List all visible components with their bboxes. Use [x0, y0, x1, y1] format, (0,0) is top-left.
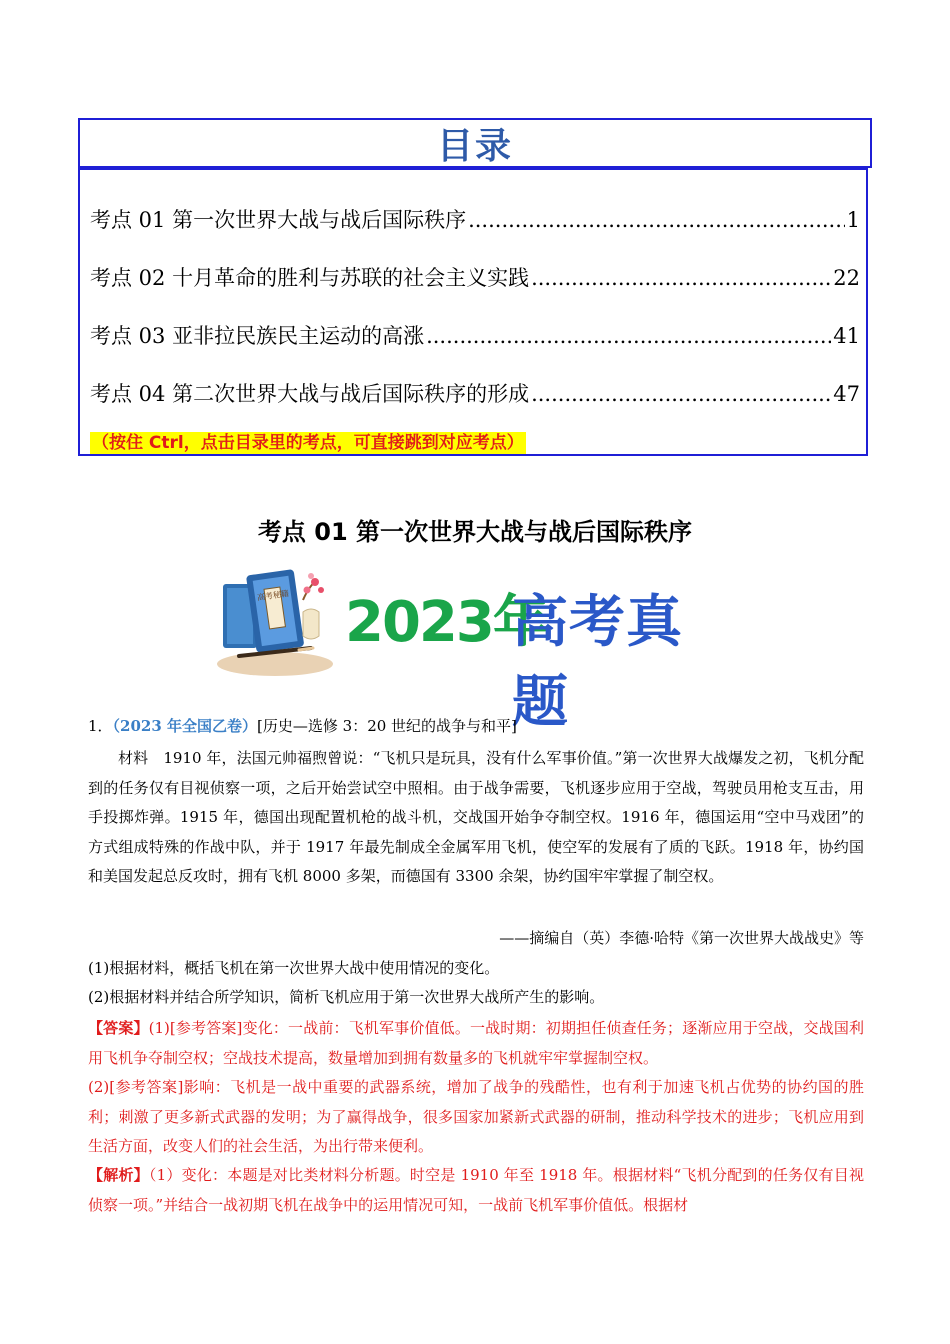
toc-item-label[interactable]: 考点 02 十月革命的胜利与苏联的社会主义实践 [90, 266, 530, 290]
analysis-tag: 【解析】 [88, 1166, 149, 1184]
question-number: 1． [88, 717, 113, 735]
toc-leader-dots [426, 324, 831, 348]
toc-page-number: 47 [833, 382, 860, 406]
material-text: 材料 1910 年，法国元帅福煦曾说：“飞机只是玩具，没有什么军事价值。”第一次世界大战爆发之初，飞机分配到的任务仅有目视侦察一项，之后开始尝试空中照相。由于战争需要，飞机逐步应用于空战，驾驶员用枪支互击，用手投掷炸弹。1915 年，德国出现配置机枪的战斗机，交战国开始争夺制空权。1916 年，德国运用“空中马戏团”的方式组成特殊的作战中队，并于 1917 年最先制成全金属军用飞机，使空军的发展有了质的飞跃。1918 年，协约国和美国发起总反攻时，拥有飞机 8000 多架，而德国有 3300 余架，协约国牢牢掌握了制空权。 [88, 749, 864, 885]
banner-year: 2023年 [345, 590, 547, 655]
question-topic: [历史—选修 3：20 世纪的战争与和平] [257, 717, 517, 735]
analysis-text: （1）变化：本题是对比类材料分析题。时空是 1910 年至 1918 年。根据材料“飞机分配到的任务仅有目视侦察一项。”并结合一战初期飞机在战争中的运用情况可知，一战前飞机军事价值低。根据材 [88, 1166, 864, 1214]
section-heading: 考点 01 第一次世界大战与战后国际秩序 [257, 518, 693, 546]
toc-leader-dots [468, 208, 845, 232]
toc-leader-dots [531, 382, 831, 406]
toc-leader-dots [531, 266, 831, 290]
toc-list [78, 168, 868, 456]
toc-title-box [78, 118, 872, 168]
books-illustration-icon [215, 560, 335, 678]
answer-tag: 【答案】 [88, 1019, 149, 1037]
toc-page-number: 41 [833, 324, 860, 348]
question-source: （2023 年全国乙卷） [112, 717, 258, 735]
toc-item-label[interactable]: 考点 03 亚非拉民族民主运动的高涨 [90, 324, 425, 348]
toc-item-1[interactable] [90, 204, 860, 234]
sub-question-1: (1)根据材料，概括飞机在第一次世界大战中使用情况的变化。 [88, 959, 500, 977]
answer-1-text: (1)[参考答案]变化：一战前：飞机军事价值低。一战时期：初期担任侦查任务；逐渐应用于空战，交战国利用飞机争夺制空权；空战技术提高，数量增加到拥有数量多的飞机就牢牢掌握制空权。 [88, 1019, 864, 1067]
toc-hint-note: （按住 Ctrl，点击目录里的考点，可直接跳到对应考点） [92, 433, 524, 453]
toc-item-label[interactable]: 考点 04 第二次世界大战与战后国际秩序的形成 [90, 382, 530, 406]
analysis [88, 1161, 864, 1220]
banner-title: 高考真题 [512, 590, 683, 735]
toc-page-number: 22 [833, 266, 860, 290]
answer-2: (2)[参考答案]影响：飞机是一战中重要的武器系统，增加了战争的残酷性，也有利于加速飞机占优势的协约国的胜利；刺激了更多新式武器的发明；为了赢得战争，很多国家加紧新式武器的研制，推动科学技术的进步；飞机应用到生活方面，改变人们的社会生活，为出行带来便利。 [88, 1078, 864, 1155]
answer-1 [88, 1014, 864, 1073]
toc-page-number: 1 [846, 208, 860, 232]
toc-item-2[interactable] [90, 262, 860, 292]
question-header [88, 716, 517, 736]
material-citation: ——摘编自（英）李德·哈特《第一次世界大战战史》等 [499, 929, 864, 947]
toc-title: 目录 [436, 125, 513, 167]
toc-item-label[interactable]: 考点 01 第一次世界大战与战后国际秩序 [90, 208, 467, 232]
toc-item-4[interactable] [90, 378, 860, 408]
book-label: 高考秘籍 [256, 588, 290, 603]
toc-item-3[interactable] [90, 320, 860, 350]
sub-question-2: (2)根据材料并结合所学知识，简析飞机应用于第一次世界大战所产生的影响。 [88, 988, 605, 1006]
